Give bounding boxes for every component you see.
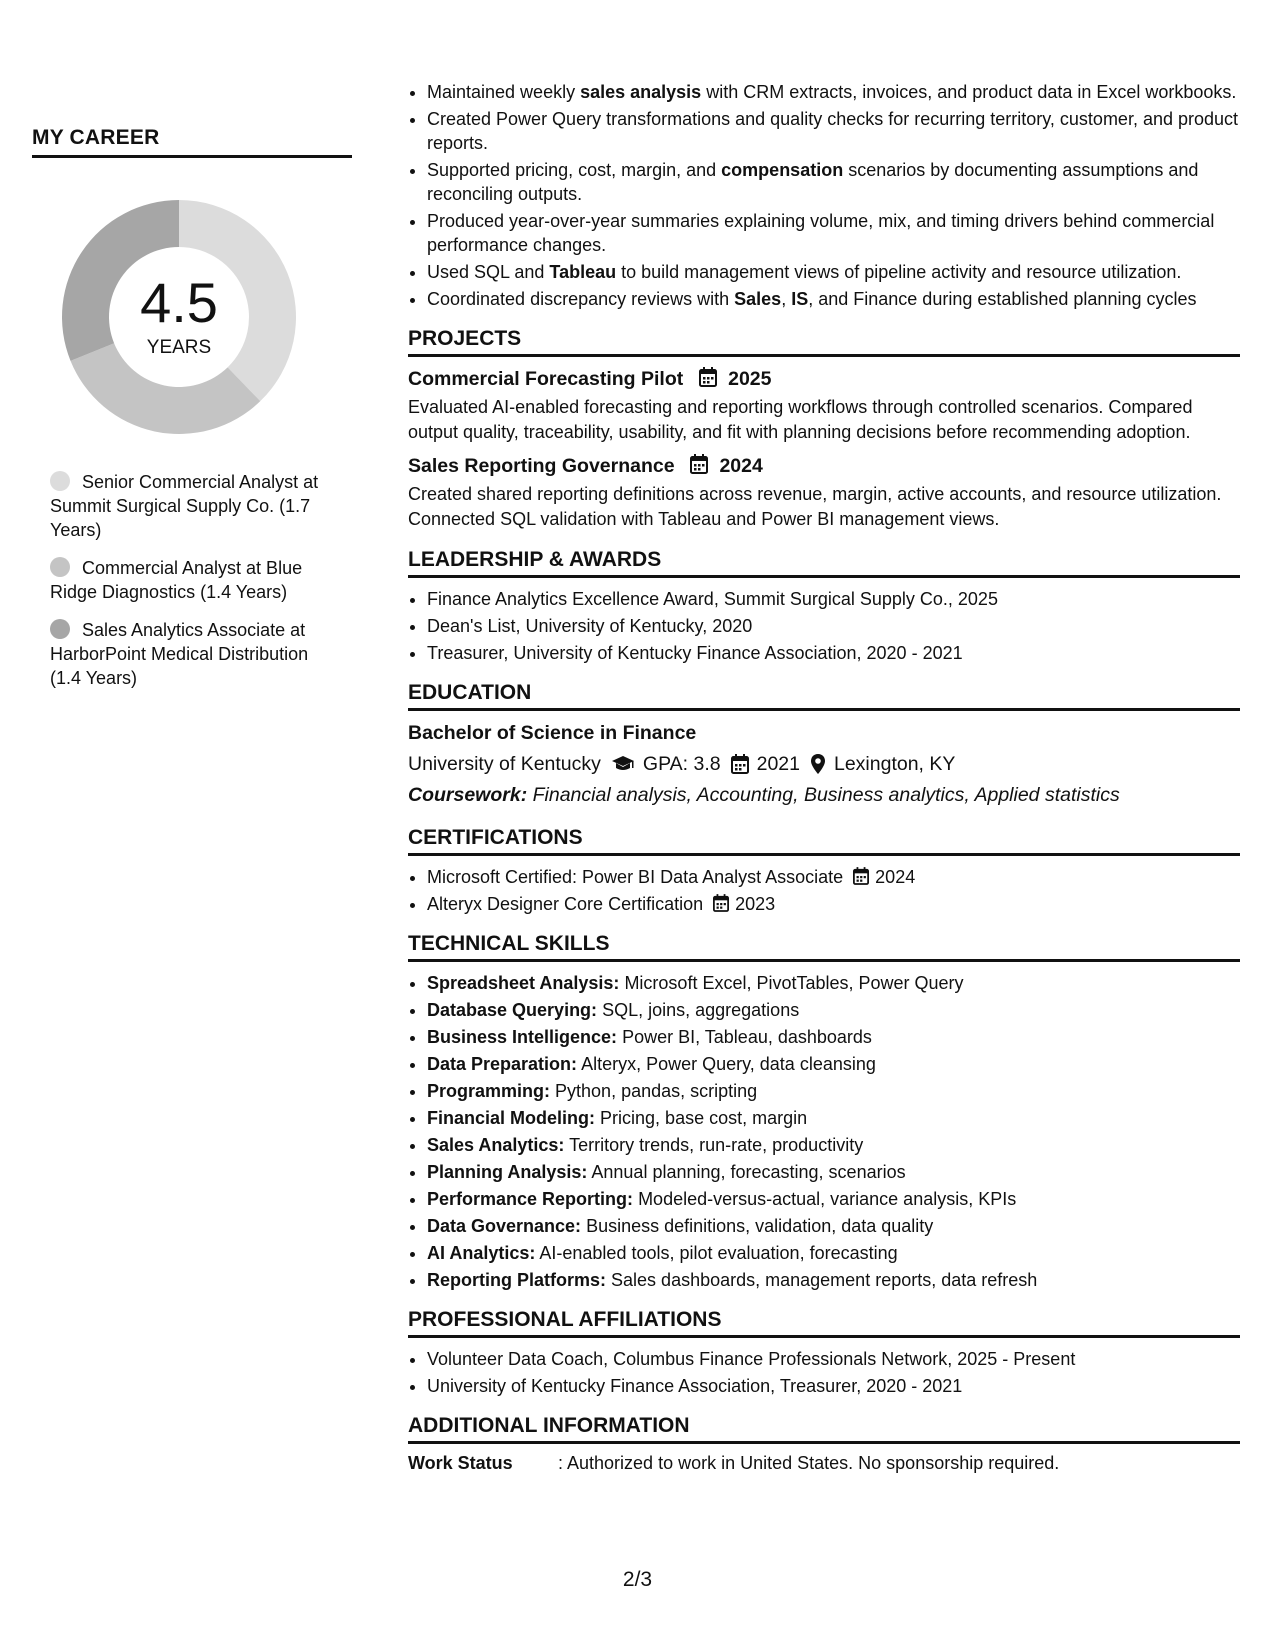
certification-year: 2023 (735, 894, 776, 914)
education-details (408, 750, 1240, 778)
experience-bullet (427, 158, 1240, 206)
bullet-text: Supported pricing, cost, margin, and (427, 160, 722, 180)
experience-bullet (427, 209, 1240, 257)
career-title: MY CAREER (32, 126, 352, 158)
certifications-list (408, 865, 1240, 916)
skill-item (427, 971, 1240, 995)
project-name: Sales Reporting Governance (408, 455, 675, 477)
skill-category: Financial Modeling: (427, 1108, 596, 1128)
skill-category: Sales Analytics: (427, 1135, 565, 1155)
additional-heading: ADDITIONAL INFORMATION (408, 1414, 1240, 1444)
skill-values: AI-enabled tools, pilot evaluation, forecasting (539, 1243, 898, 1263)
awards-heading: LEADERSHIP & AWARDS (408, 548, 1240, 578)
skill-item (427, 998, 1240, 1022)
graduation-year: 2021 (756, 753, 800, 775)
skill-category: Spreadsheet Analysis: (427, 973, 620, 993)
experience-bullet (427, 260, 1240, 284)
gpa: GPA: 3.8 (642, 753, 721, 775)
career-legend-item (50, 470, 340, 542)
skill-item (427, 1268, 1240, 1292)
skill-category: Planning Analysis: (427, 1162, 588, 1182)
skill-values: Annual planning, forecasting, scenarios (591, 1162, 906, 1182)
degree-title: Bachelor of Science in Finance (408, 722, 697, 744)
award-item: • Dean's List, University of Kentucky, 2020 (427, 614, 1240, 638)
career-legend-item (50, 618, 340, 690)
project-year: 2025 (728, 368, 772, 390)
experience-bullets (408, 80, 1240, 311)
projects-heading: PROJECTS (408, 327, 1240, 357)
project-year: 2024 (719, 455, 763, 477)
education-heading: EDUCATION (408, 681, 1240, 711)
bullet-bold: IS (791, 289, 809, 309)
skill-item (427, 1241, 1240, 1265)
location-pin-icon (810, 753, 826, 775)
coursework-text: Financial analysis, Accounting, Business analytics, Applied statistics (532, 784, 1120, 806)
skill-item (427, 1133, 1240, 1157)
skill-category: AI Analytics: (427, 1243, 536, 1263)
certifications-heading: CERTIFICATIONS (408, 826, 1240, 856)
bullet-text: Created Power Query transformations and quality checks for recurring territory, customer, and product reports. (427, 109, 1239, 153)
experience-bullet (427, 80, 1240, 104)
experience-bullet (427, 287, 1240, 311)
project-title (408, 453, 1240, 479)
graduation-cap-icon (611, 755, 635, 773)
skill-values: SQL, joins, aggregations (602, 1000, 800, 1020)
work-status-label: Work Status (408, 1453, 513, 1473)
certification-item (427, 892, 1240, 916)
career-sidebar (32, 126, 352, 704)
page-number: 2/3 (622, 1568, 653, 1591)
school-location: Lexington, KY (833, 753, 956, 775)
skill-item (427, 1079, 1240, 1103)
total-years-label: YEARS (146, 337, 212, 358)
bullet-text: Produced year-over-year summaries explaining volume, mix, and timing drivers behind commercial performance changes. (427, 211, 1215, 255)
skill-item (427, 1160, 1240, 1184)
bullet-text: , (781, 289, 792, 309)
skill-item (427, 1187, 1240, 1211)
skill-item (427, 1214, 1240, 1238)
certification-item (427, 865, 1240, 889)
bullet-bold: sales analysis (580, 82, 702, 102)
affiliation-item: • University of Kentucky Finance Association, Treasurer, 2020 - 2021 (427, 1374, 1240, 1398)
bullet-text: Maintained weekly (427, 82, 581, 102)
career-role-text: Sales Analytics Associate at HarborPoint Medical Distribution (1.4 Years) (50, 620, 309, 688)
experience-bullet (427, 107, 1240, 155)
bullet-text: with CRM extracts, invoices, and product data in Excel workbooks. (701, 82, 1237, 102)
skills-heading: TECHNICAL SKILLS (408, 932, 1240, 962)
skill-values: Python, pandas, scripting (555, 1081, 758, 1101)
affiliations-heading: PROFESSIONAL AFFILIATIONS (408, 1308, 1240, 1338)
calendar-icon (853, 867, 869, 885)
legend-dot (50, 557, 70, 577)
skill-category: Business Intelligence: (427, 1027, 618, 1047)
work-status-value: : Authorized to work in United States. No sponsorship required. (558, 1453, 1060, 1473)
project-title (408, 366, 1240, 392)
donut-center (54, 192, 304, 442)
career-legend-item (50, 556, 340, 604)
career-legend (50, 470, 340, 690)
career-role-text: Commercial Analyst at Blue Ridge Diagnostics (1.4 Years) (50, 558, 303, 602)
skill-values: Modeled-versus-actual, variance analysis, KPIs (638, 1189, 1017, 1209)
skill-category: Data Governance: (427, 1216, 582, 1236)
certification-year: 2024 (875, 867, 916, 887)
skill-category: Programming: (427, 1081, 551, 1101)
bullet-bold: Sales (734, 289, 782, 309)
certification-name: Alteryx Designer Core Certification (427, 894, 704, 914)
award-item: • Treasurer, University of Kentucky Finance Association, 2020 - 2021 (427, 641, 1240, 665)
skill-item (427, 1025, 1240, 1049)
coursework (408, 780, 1240, 810)
project-name: Commercial Forecasting Pilot (408, 368, 684, 390)
skill-values: Sales dashboards, management reports, data refresh (611, 1270, 1038, 1290)
bullet-text: scenarios by documenting assumptions and reconciling outputs. (427, 160, 1199, 204)
skill-values: Territory trends, run-rate, productivity (569, 1135, 864, 1155)
bullet-text: to build management views of pipeline activity and resource utilization. (616, 262, 1182, 282)
award-item: • Finance Analytics Excellence Award, Summit Surgical Supply Co., 2025 (427, 587, 1240, 611)
bullet-text: Used SQL and (427, 262, 550, 282)
career-role-text: Senior Commercial Analyst at Summit Surgical Supply Co. (1.7 Years) (50, 472, 319, 540)
skill-category: Performance Reporting: (427, 1189, 634, 1209)
total-years-value: 4.5 (140, 271, 218, 334)
bullet-text: , and Finance during established planning cycles (808, 289, 1197, 309)
bullet-bold: compensation (721, 160, 844, 180)
affiliations-list (408, 1347, 1240, 1398)
school-name: University of Kentucky (408, 753, 601, 775)
career-donut (54, 192, 304, 442)
skill-category: Data Preparation: (427, 1054, 578, 1074)
skill-values: Power BI, Tableau, dashboards (622, 1027, 872, 1047)
coursework-label: Coursework: (408, 784, 528, 806)
calendar-icon (690, 454, 708, 474)
skill-values: Alteryx, Power Query, data cleansing (581, 1054, 876, 1074)
awards-list (408, 587, 1240, 665)
skill-values: Pricing, base cost, margin (600, 1108, 808, 1128)
project-description: Evaluated AI-enabled forecasting and reporting workflows through controlled scenarios. Compared output quality, traceability, usability, and fit with planning decisions before recommending adoption. (408, 397, 1193, 442)
skill-category: Reporting Platforms: (427, 1270, 607, 1290)
skills-list (408, 971, 1240, 1292)
skill-item (427, 1106, 1240, 1130)
skill-values: Microsoft Excel, PivotTables, Power Query (624, 973, 964, 993)
legend-dot (50, 619, 70, 639)
bullet-text: Coordinated discrepancy reviews with (427, 289, 735, 309)
calendar-icon (731, 754, 749, 774)
calendar-icon (699, 367, 717, 387)
legend-dot (50, 471, 70, 491)
bullet-bold: Tableau (549, 262, 617, 282)
skill-category: Database Querying: (427, 1000, 598, 1020)
skill-item (427, 1052, 1240, 1076)
skill-values: Business definitions, validation, data quality (586, 1216, 934, 1236)
affiliation-item: • Volunteer Data Coach, Columbus Finance Professionals Network, 2025 - Present (427, 1347, 1240, 1371)
resume-main (408, 80, 1240, 1474)
calendar-icon (713, 894, 729, 912)
work-status-row (408, 1453, 1240, 1474)
certification-name: Microsoft Certified: Power BI Data Analyst Associate (427, 867, 844, 887)
project-description: Created shared reporting definitions across revenue, margin, active accounts, and resource utilization. Connected SQL validation with Tableau and Power BI management views. (408, 484, 1222, 529)
